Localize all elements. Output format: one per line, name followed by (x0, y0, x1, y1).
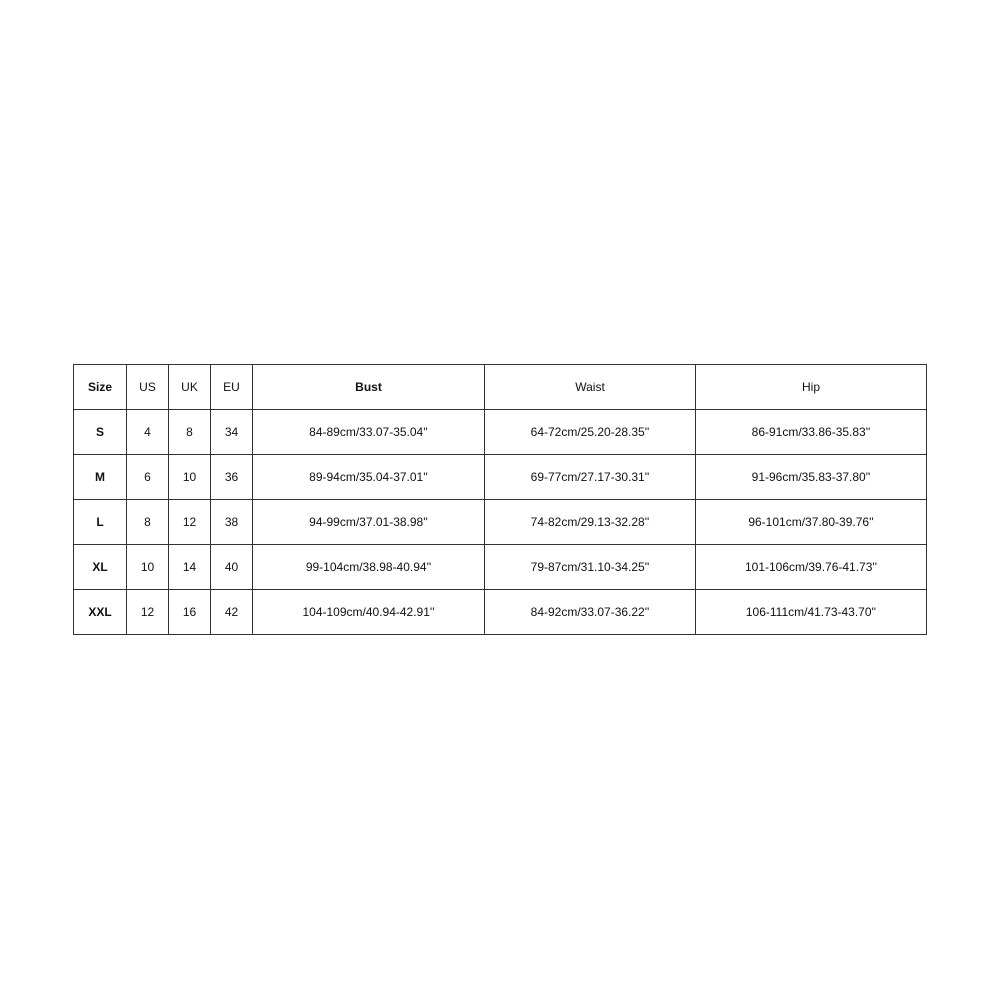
waist-cell: 74-82cm/29.13-32.28'' (485, 500, 696, 545)
eu-cell: 38 (211, 500, 253, 545)
uk-cell: 8 (169, 410, 211, 455)
waist-cell: 64-72cm/25.20-28.35'' (485, 410, 696, 455)
size-chart-table (73, 364, 927, 635)
table-row (74, 500, 927, 545)
eu-cell: 36 (211, 455, 253, 500)
waist-cell: 79-87cm/31.10-34.25'' (485, 545, 696, 590)
us-cell: 12 (127, 590, 169, 635)
table-row (74, 590, 927, 635)
header-waist: Waist (485, 365, 696, 410)
bust-cell: 99-104cm/38.98-40.94'' (253, 545, 485, 590)
eu-cell: 40 (211, 545, 253, 590)
table-row (74, 455, 927, 500)
hip-cell: 91-96cm/35.83-37.80'' (696, 455, 927, 500)
bust-cell: 104-109cm/40.94-42.91'' (253, 590, 485, 635)
us-cell: 6 (127, 455, 169, 500)
eu-cell: 34 (211, 410, 253, 455)
bust-cell: 84-89cm/33.07-35.04'' (253, 410, 485, 455)
header-row (74, 365, 927, 410)
bust-cell: 94-99cm/37.01-38.98'' (253, 500, 485, 545)
hip-cell: 86-91cm/33.86-35.83'' (696, 410, 927, 455)
size-cell: XXL (74, 590, 127, 635)
us-cell: 10 (127, 545, 169, 590)
hip-cell: 101-106cm/39.76-41.73'' (696, 545, 927, 590)
hip-cell: 106-111cm/41.73-43.70'' (696, 590, 927, 635)
header-hip: Hip (696, 365, 927, 410)
us-cell: 4 (127, 410, 169, 455)
header-eu: EU (211, 365, 253, 410)
uk-cell: 16 (169, 590, 211, 635)
waist-cell: 69-77cm/27.17-30.31'' (485, 455, 696, 500)
table-row (74, 545, 927, 590)
size-cell: XL (74, 545, 127, 590)
uk-cell: 12 (169, 500, 211, 545)
header-uk: UK (169, 365, 211, 410)
header-size: Size (74, 365, 127, 410)
size-cell: S (74, 410, 127, 455)
bust-cell: 89-94cm/35.04-37.01'' (253, 455, 485, 500)
us-cell: 8 (127, 500, 169, 545)
hip-cell: 96-101cm/37.80-39.76'' (696, 500, 927, 545)
header-us: US (127, 365, 169, 410)
size-cell: L (74, 500, 127, 545)
uk-cell: 10 (169, 455, 211, 500)
table-row (74, 410, 927, 455)
size-cell: M (74, 455, 127, 500)
waist-cell: 84-92cm/33.07-36.22'' (485, 590, 696, 635)
eu-cell: 42 (211, 590, 253, 635)
header-bust: Bust (253, 365, 485, 410)
uk-cell: 14 (169, 545, 211, 590)
